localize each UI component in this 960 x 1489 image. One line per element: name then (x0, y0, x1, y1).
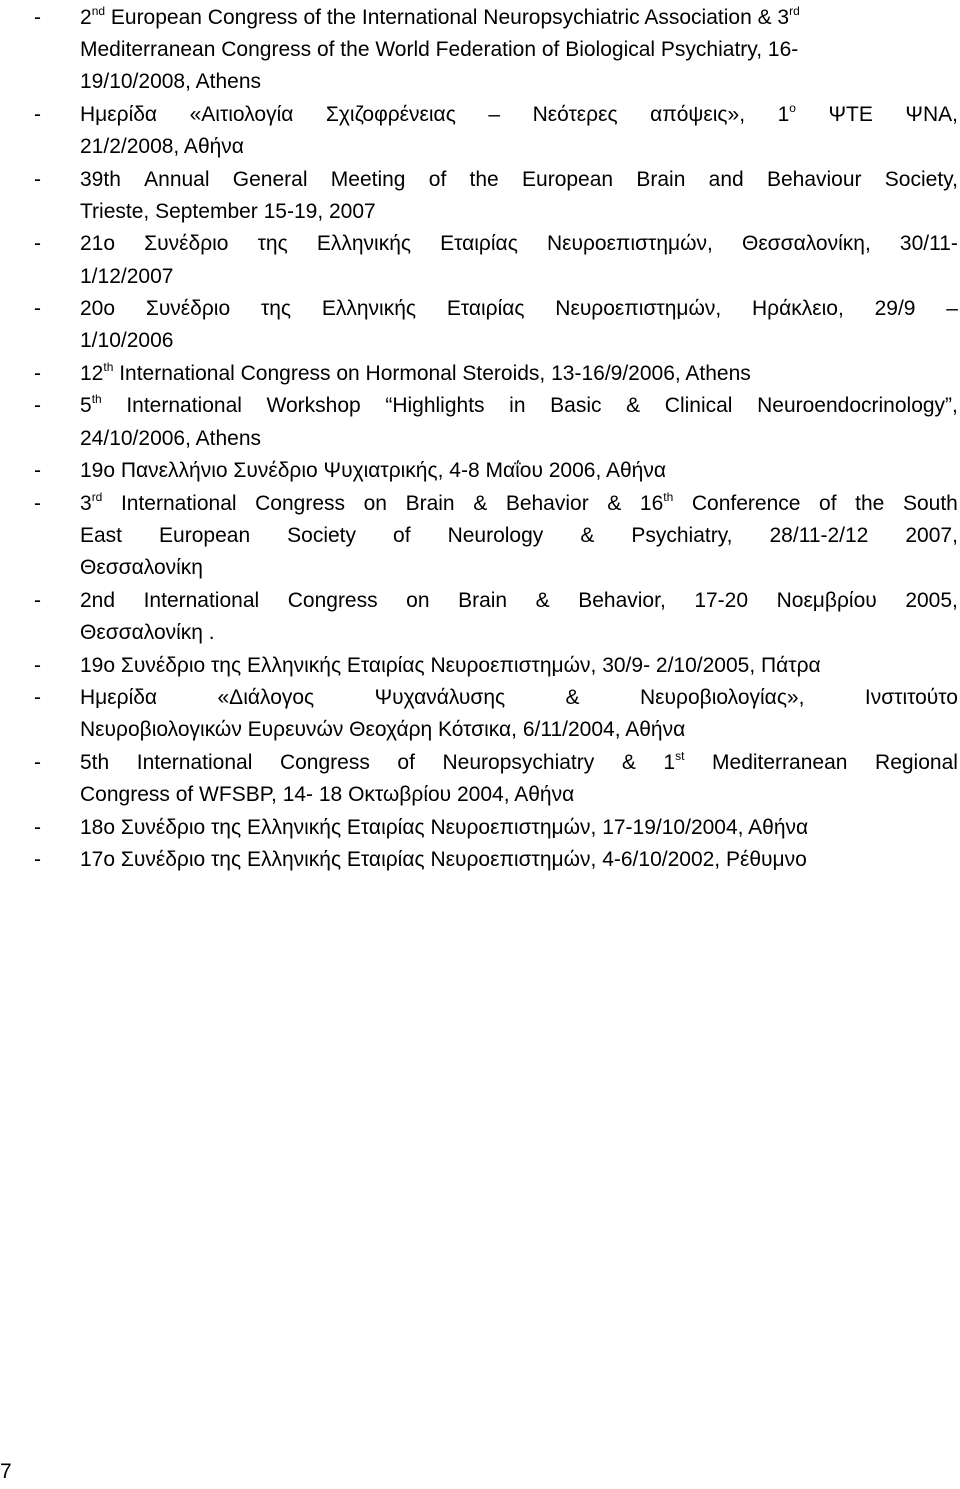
text-run: Νοεμβρίου (776, 588, 877, 612)
text-run: 3 (80, 491, 92, 515)
text-run: & (473, 491, 488, 515)
list-bullet: - (34, 5, 41, 29)
text-run: 21/2/2008, Αθήνα (80, 135, 244, 159)
page-number: 7 (0, 1460, 12, 1483)
text-run: 5 (80, 394, 92, 418)
text-run: 12 (80, 361, 104, 385)
entry-line (80, 650, 958, 682)
word (692, 488, 801, 520)
word (80, 390, 102, 422)
word (121, 488, 237, 520)
text-run: Clinical (664, 394, 733, 418)
word (640, 682, 804, 714)
text-run: Psychiatry, (631, 523, 733, 547)
word (875, 747, 958, 779)
entry-line (80, 747, 958, 779)
entry-line (80, 261, 958, 293)
entry-line (80, 455, 958, 487)
text-run: Conference (691, 491, 801, 515)
word (385, 390, 484, 422)
entry-line (80, 390, 958, 422)
word (607, 488, 621, 520)
text-run: Behaviour (766, 167, 862, 191)
text-run: «Αιτιολογία (189, 102, 294, 126)
text-run: Neurology (447, 523, 544, 547)
word (865, 682, 958, 714)
text-run: General (232, 167, 308, 191)
entry-line (80, 812, 958, 844)
text-run: Neuropsychiatry (442, 750, 595, 774)
list-item (0, 164, 960, 229)
text-run: of (393, 523, 411, 547)
text-run: της (260, 297, 292, 321)
word (767, 164, 862, 196)
word (375, 682, 506, 714)
text-run: Mediterranean (712, 750, 848, 774)
text-run: Brain (636, 167, 686, 191)
list-bullet: - (34, 459, 41, 483)
entry-line (80, 325, 958, 357)
list-bullet: - (34, 167, 41, 191)
text-run: International (120, 491, 237, 515)
text-run: Νευροβιολογικών Ευρευνών Θεοχάρη Κότσικα, 6/11/2004, Αθήνα (80, 718, 686, 742)
text-run: 39th (80, 167, 121, 191)
word (288, 585, 378, 617)
text-run: απόψεις», (650, 102, 746, 126)
word (777, 585, 877, 617)
text-run: Σχιζοφρένειας (325, 102, 456, 126)
text-run: & (565, 685, 580, 709)
text-run: Ηράκλειο, (752, 297, 844, 321)
entry-line (80, 844, 958, 876)
list-bullet: - (34, 685, 41, 709)
word (885, 164, 958, 196)
text-run: East (80, 523, 123, 547)
word (770, 520, 869, 552)
list-item (0, 650, 960, 682)
entry-line (80, 164, 958, 196)
entry-line (80, 99, 958, 131)
text-run: 1/10/2006 (80, 329, 174, 353)
text-run: Behavior, (578, 588, 666, 612)
entry-line (80, 34, 958, 66)
word (144, 164, 209, 196)
text-run: Congress (279, 750, 370, 774)
word (694, 585, 748, 617)
text-run: 28/11-2/12 (769, 523, 869, 547)
text-run: Ημερίδα (80, 102, 158, 126)
text-run: Συνέδριο (145, 297, 231, 321)
text-run: South (902, 491, 958, 515)
word (631, 520, 732, 552)
entry-line (80, 293, 958, 325)
superscript: st (675, 748, 685, 763)
text-run: Ελληνικής (321, 297, 417, 321)
list-item (0, 747, 960, 812)
word (447, 293, 525, 325)
word (146, 293, 230, 325)
text-run: Mediterranean Congress of the World Federation of Biological Psychiatry, 16- (80, 37, 799, 61)
text-run: «Διάλογος (217, 685, 315, 709)
word (280, 747, 370, 779)
superscript: th (663, 489, 674, 504)
superscript: ο (789, 100, 796, 115)
entry-line (80, 228, 958, 260)
entry-line (80, 358, 958, 390)
text-run: 2005, (905, 588, 958, 612)
text-run: Society (287, 523, 357, 547)
text-run: in (509, 394, 526, 418)
word (144, 585, 260, 617)
entry-line (80, 779, 958, 811)
word (429, 164, 447, 196)
word (555, 293, 721, 325)
word (778, 99, 796, 131)
text-run: 21ο (80, 232, 116, 256)
text-run: 19ο Συνέδριο της Ελληνικής Εταιρίας Νευροεπιστημών, 30/9- 2/10/2005, Πάτρα (80, 653, 821, 677)
list-item (0, 99, 960, 164)
text-run: and (708, 167, 744, 191)
word (218, 682, 315, 714)
text-run: Εταιρίας (440, 232, 518, 256)
word (829, 99, 873, 131)
text-run: Ψυχανάλυσης (374, 685, 506, 709)
text-run: 30/11- (899, 232, 958, 256)
word (550, 390, 601, 422)
word (488, 99, 500, 131)
text-run: Trieste, September 15-19, 2007 (80, 199, 376, 223)
list-item (0, 585, 960, 650)
word (80, 585, 115, 617)
word (522, 164, 613, 196)
text-run: Congress (287, 588, 378, 612)
word (80, 520, 122, 552)
text-run: Νευροεπιστημών, (555, 297, 722, 321)
list-item (0, 358, 960, 390)
entry-line (80, 552, 958, 584)
text-run: της (257, 232, 288, 256)
list-bullet: - (34, 815, 41, 839)
superscript: th (91, 392, 102, 407)
text-run: 2nd (80, 588, 116, 612)
superscript: rd (789, 3, 800, 18)
text-run: Workshop (266, 394, 361, 418)
text-run: International (126, 394, 242, 418)
entry-line (80, 520, 958, 552)
word (506, 488, 589, 520)
text-run: 1/12/2007 (80, 264, 174, 288)
text-run: Ελληνικής (316, 232, 411, 256)
word (443, 747, 595, 779)
text-run: Ινστιτούτο (864, 685, 958, 709)
list-item (0, 844, 960, 876)
word (287, 520, 356, 552)
text-run: on (406, 588, 430, 612)
text-run: Νευροεπιστημών, (546, 232, 713, 256)
word (458, 585, 507, 617)
text-run: 17-20 (694, 588, 749, 612)
text-run: 18ο Συνέδριο της Ελληνικής Εταιρίας Νευροεπιστημών, 17-19/10/2004, Αθήνα (80, 815, 809, 839)
text-run: Meeting (330, 167, 406, 191)
text-run: Brain (458, 588, 508, 612)
entry-line (80, 423, 958, 455)
text-run: ΨΝΑ, (905, 102, 958, 126)
word (709, 164, 744, 196)
word (636, 164, 685, 196)
text-run: Εταιρίας (446, 297, 525, 321)
word (80, 747, 109, 779)
text-run: of (819, 491, 837, 515)
word (80, 488, 102, 520)
entry-line (80, 585, 958, 617)
list-bullet: - (34, 232, 41, 256)
word (900, 228, 958, 260)
list-bullet: - (34, 847, 41, 871)
word (406, 585, 429, 617)
text-run: on (363, 491, 387, 515)
word (470, 164, 499, 196)
word (448, 520, 544, 552)
text-run: – (946, 297, 958, 321)
text-run: & (580, 523, 595, 547)
word (322, 293, 416, 325)
word (509, 390, 525, 422)
entry-line (80, 131, 958, 163)
superscript: rd (91, 489, 103, 504)
word (364, 488, 387, 520)
word (855, 488, 884, 520)
word (80, 293, 115, 325)
word (80, 682, 157, 714)
entry-line (80, 714, 958, 746)
list-item (0, 390, 960, 455)
list-bullet: - (34, 750, 41, 774)
superscript: th (103, 359, 114, 374)
word (536, 585, 550, 617)
word (665, 390, 733, 422)
list-bullet: - (34, 491, 41, 515)
text-run: International Congress on Hormonal Steroids, 13-16/9/2006, Athens (113, 361, 751, 385)
text-run: Annual (144, 167, 210, 191)
entry-line (80, 66, 958, 98)
word (663, 747, 684, 779)
word (255, 488, 345, 520)
word (137, 747, 253, 779)
text-run: European Congress of the International Neuropsychiatric Association & 3 (105, 5, 790, 29)
word (578, 585, 666, 617)
word (875, 293, 916, 325)
word (397, 747, 415, 779)
text-run: 1 (663, 750, 676, 774)
text-run: the (469, 167, 499, 191)
word (819, 488, 837, 520)
text-run: the (855, 491, 885, 515)
list-item (0, 2, 960, 99)
word (946, 293, 958, 325)
list-bullet: - (34, 588, 41, 612)
word (905, 585, 958, 617)
text-run: & (535, 588, 550, 612)
list-item (0, 682, 960, 747)
word (626, 390, 640, 422)
text-run: Neuroendocrinology”, (757, 394, 958, 418)
word (905, 520, 958, 552)
list-bullet: - (34, 394, 41, 418)
text-run: 1 (777, 102, 790, 126)
text-run: European (522, 167, 614, 191)
word (80, 164, 121, 196)
text-run: of (428, 167, 447, 191)
word (258, 228, 288, 260)
word (903, 488, 958, 520)
word (712, 747, 847, 779)
word (144, 228, 228, 260)
text-run: 20ο (80, 297, 116, 321)
text-run: ΨΤΕ (828, 102, 873, 126)
entry-line (80, 682, 958, 714)
word (547, 228, 713, 260)
text-run: Συνέδριο (144, 232, 229, 256)
text-run: Νεότερες (532, 102, 618, 126)
text-run: 19/10/2008, Athens (80, 70, 261, 94)
word (580, 520, 594, 552)
list-bullet: - (34, 102, 41, 126)
text-run: Society, (884, 167, 958, 191)
text-run: International (143, 588, 260, 612)
text-run: of (397, 750, 415, 774)
word (126, 390, 242, 422)
word (533, 99, 618, 131)
word (331, 164, 406, 196)
superscript: nd (91, 3, 106, 18)
list-item (0, 812, 960, 844)
word (317, 228, 411, 260)
text-run: Ημερίδα (80, 685, 158, 709)
text-run: Behavior (505, 491, 589, 515)
text-run: Θεσσαλονίκη, (741, 232, 871, 256)
word (905, 99, 958, 131)
word (80, 228, 115, 260)
word (752, 293, 844, 325)
text-run: & (626, 394, 641, 418)
text-run: & (621, 750, 636, 774)
word (757, 390, 958, 422)
text-run: Basic (550, 394, 602, 418)
text-run: “Highlights (385, 394, 485, 418)
text-run: 17ο Συνέδριο της Ελληνικής Εταιρίας Νευροεπιστημών, 4-6/10/2002, Ρέθυμνο (80, 847, 807, 871)
word (406, 488, 455, 520)
text-run: 5th (80, 750, 110, 774)
text-run: Θεσσαλονίκη (80, 556, 203, 580)
text-run: Θεσσαλονίκη . (80, 621, 215, 645)
text-run: European (159, 523, 251, 547)
entry-line (80, 2, 958, 34)
word (326, 99, 456, 131)
list-item (0, 293, 960, 358)
text-run: – (488, 102, 501, 126)
word (473, 488, 487, 520)
word (267, 390, 361, 422)
text-run: 29/9 (874, 297, 916, 321)
text-run: 24/10/2006, Athens (80, 426, 261, 450)
text-run: 2007, (905, 523, 958, 547)
text-run: Brain (405, 491, 455, 515)
word (233, 164, 308, 196)
entry-line (80, 196, 958, 228)
text-run: International (136, 750, 253, 774)
text-run: Regional (875, 750, 958, 774)
word (566, 682, 580, 714)
list-bullet: - (34, 361, 41, 385)
word (622, 747, 636, 779)
text-run: Congress of WFSBP, 14- 18 Οκτωβρίου 2004, Αθήνα (80, 783, 575, 807)
text-run: 19ο Πανελλήνιο Συνέδριο Ψυχιατρικής, 4-8 Μαΐου 2006, Αθήνα (80, 459, 666, 483)
text-run: 16 (639, 491, 664, 515)
word (650, 99, 745, 131)
text-run: Νευροβιολογίας», (639, 685, 805, 709)
word (159, 520, 250, 552)
word (742, 228, 871, 260)
list-item (0, 228, 960, 293)
word (440, 228, 518, 260)
list-bullet: - (34, 297, 41, 321)
list-bullet: - (34, 653, 41, 677)
word (190, 99, 294, 131)
word (393, 520, 411, 552)
text-run: 2 (80, 5, 92, 29)
word (640, 488, 673, 520)
list-item (0, 455, 960, 487)
text-run: Congress (255, 491, 346, 515)
word (261, 293, 291, 325)
text-run: & (607, 491, 622, 515)
entry-line (80, 488, 958, 520)
entry-line (80, 617, 958, 649)
list-item (0, 488, 960, 585)
word (80, 99, 157, 131)
